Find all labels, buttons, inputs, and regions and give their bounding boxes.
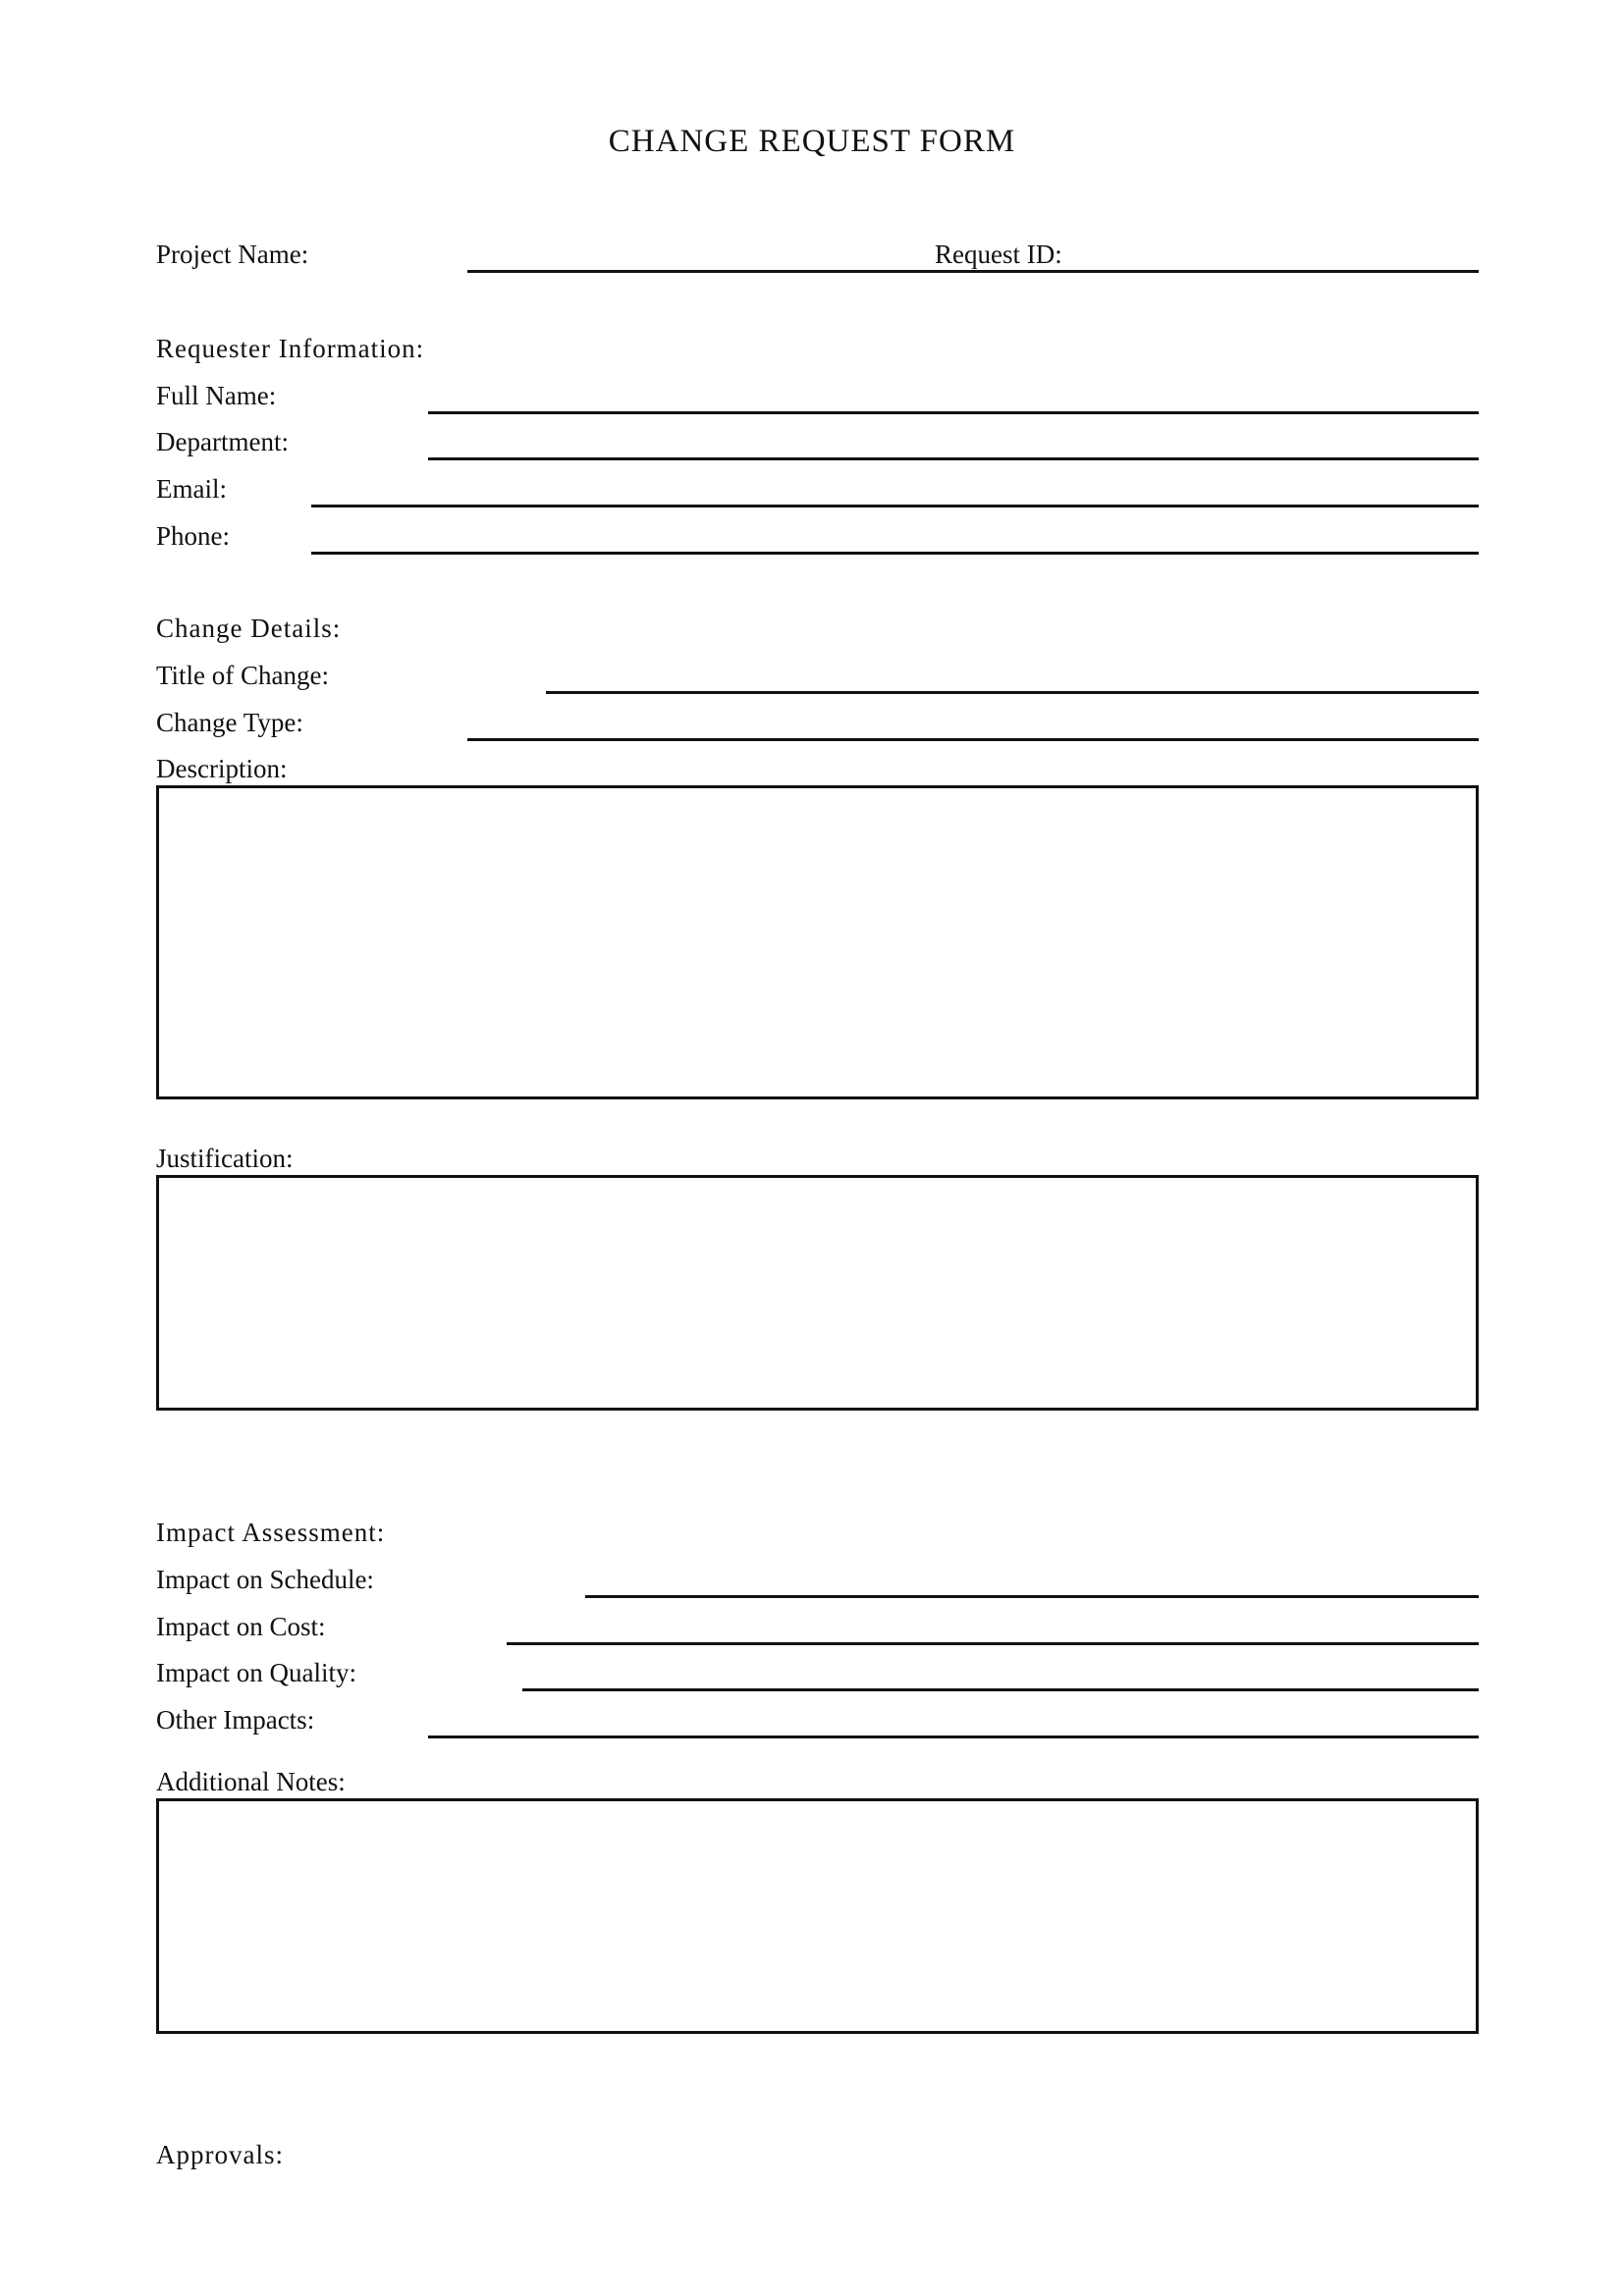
form-title: CHANGE REQUEST FORM xyxy=(608,124,1016,159)
change-details-heading: Change Details: xyxy=(156,614,342,643)
phone-field[interactable] xyxy=(311,552,1479,555)
phone-label: Phone: xyxy=(156,521,231,551)
project-name-label: Project Name: xyxy=(156,240,309,269)
project-name-field[interactable] xyxy=(467,270,1479,273)
full-name-field[interactable] xyxy=(428,411,1479,414)
full-name-label: Full Name: xyxy=(156,381,277,410)
other-impacts-label: Other Impacts: xyxy=(156,1705,315,1735)
email-label: Email: xyxy=(156,474,227,504)
requester-info-heading: Requester Information: xyxy=(156,334,425,363)
department-label: Department: xyxy=(156,427,289,456)
department-field[interactable] xyxy=(428,457,1479,460)
other-impacts-field[interactable] xyxy=(428,1735,1479,1738)
impact-assessment-heading: Impact Assessment: xyxy=(156,1518,386,1547)
impact-cost-field[interactable] xyxy=(507,1642,1479,1645)
description-box[interactable] xyxy=(156,785,1479,1099)
description-label: Description: xyxy=(156,754,288,783)
impact-quality-label: Impact on Quality: xyxy=(156,1658,356,1687)
change-type-label: Change Type: xyxy=(156,708,303,737)
impact-schedule-field[interactable] xyxy=(585,1595,1479,1598)
impact-quality-field[interactable] xyxy=(522,1688,1479,1691)
justification-label: Justification: xyxy=(156,1144,294,1173)
title-of-change-field[interactable] xyxy=(546,691,1479,694)
change-type-field[interactable] xyxy=(467,738,1479,741)
impact-schedule-label: Impact on Schedule: xyxy=(156,1565,374,1594)
title-of-change-label: Title of Change: xyxy=(156,661,330,690)
impact-cost-label: Impact on Cost: xyxy=(156,1612,326,1641)
justification-box[interactable] xyxy=(156,1175,1479,1411)
approvals-heading: Approvals: xyxy=(156,2140,284,2169)
request-id-label: Request ID: xyxy=(935,240,1062,269)
additional-notes-label: Additional Notes: xyxy=(156,1767,346,1796)
additional-notes-box[interactable] xyxy=(156,1798,1479,2034)
email-field[interactable] xyxy=(311,505,1479,507)
